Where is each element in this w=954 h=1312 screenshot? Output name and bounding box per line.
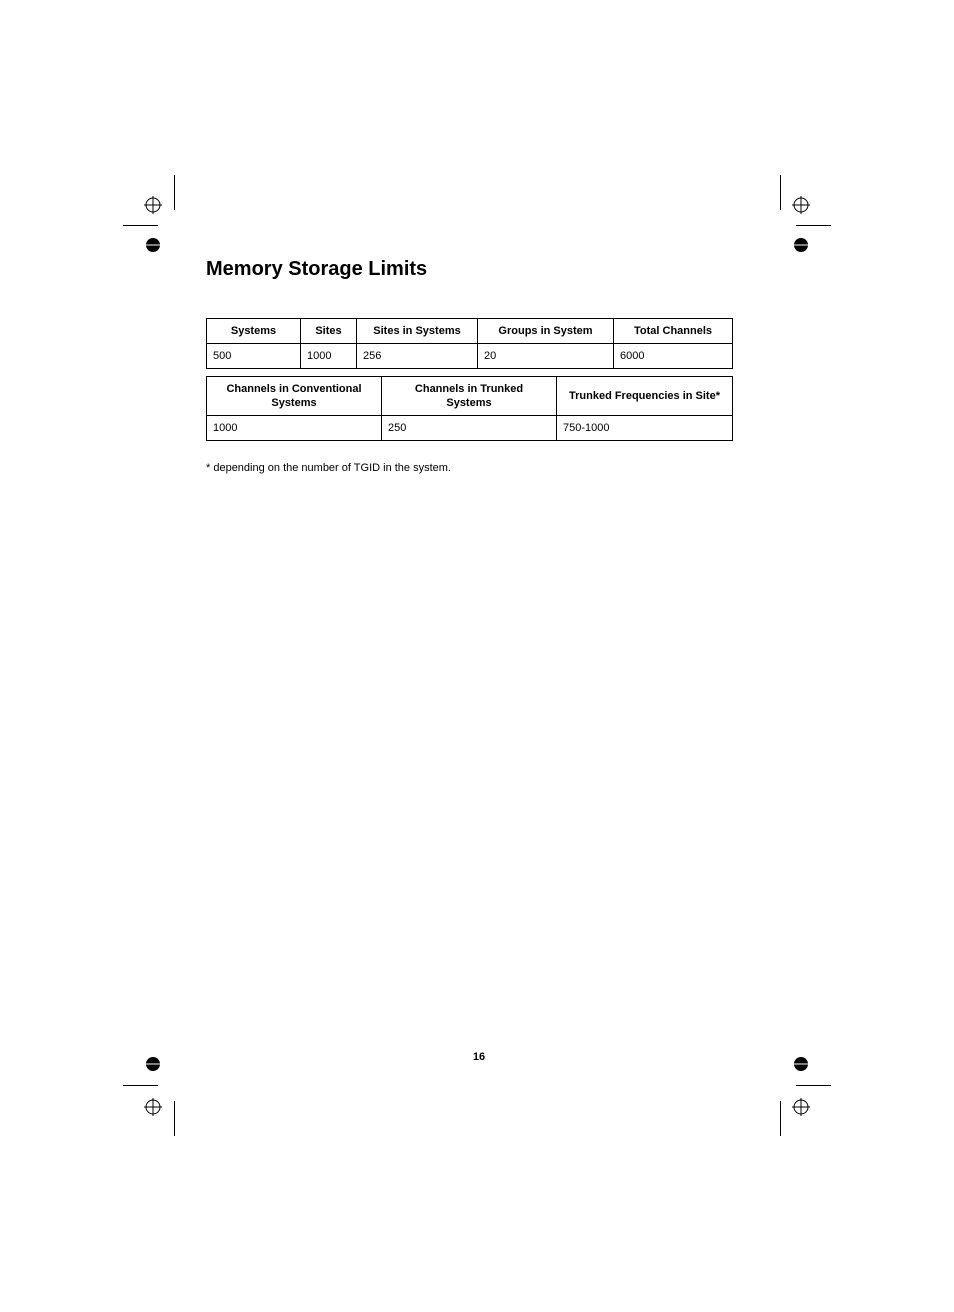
crop-line-top-left-horizontal — [123, 225, 158, 226]
header-line: Trunked Frequencies in Site* — [569, 390, 720, 402]
crop-line-top-left-vertical — [174, 175, 175, 210]
table-header-row — [207, 319, 733, 344]
memory-limits-table-primary — [206, 318, 733, 369]
header-channels-in-conventional-systems — [207, 377, 382, 416]
table-header-row — [207, 377, 733, 416]
registration-mark-bottom-left-icon — [144, 1098, 162, 1116]
registration-mark-top-left-icon — [144, 196, 162, 214]
header-line: Systems — [271, 397, 317, 409]
header-sites-in-systems: Sites in Systems — [357, 319, 478, 344]
value-trunked-frequencies-in-site: 750-1000 — [557, 416, 733, 441]
table-row — [207, 344, 733, 369]
header-trunked-frequencies-in-site — [557, 377, 733, 416]
crop-line-top-right-horizontal — [796, 225, 831, 226]
header-line: Systems — [446, 397, 492, 409]
registration-mark-top-right-icon — [792, 196, 810, 214]
header-total-channels: Total Channels — [614, 319, 733, 344]
value-total-channels: 6000 — [614, 344, 733, 369]
value-sites: 1000 — [301, 344, 357, 369]
header-sites: Sites — [301, 319, 357, 344]
value-sites-in-systems: 256 — [357, 344, 478, 369]
footnote: * depending on the number of TGID in the system. — [206, 462, 451, 474]
bullet-mark-top-right-icon — [794, 238, 808, 252]
value-groups-in-system: 20 — [478, 344, 614, 369]
header-channels-in-trunked-systems — [382, 377, 557, 416]
crop-line-bottom-left-vertical — [174, 1101, 175, 1136]
crop-line-bottom-left-horizontal — [123, 1085, 158, 1086]
crop-line-top-right-vertical — [780, 175, 781, 210]
registration-mark-bottom-right-icon — [792, 1098, 810, 1116]
value-channels-in-trunked-systems: 250 — [382, 416, 557, 441]
table-row — [207, 416, 733, 441]
value-channels-in-conventional-systems: 1000 — [207, 416, 382, 441]
header-line: Channels in Conventional — [226, 383, 362, 395]
page-number: 16 — [472, 1051, 486, 1063]
header-line: Channels in Trunked — [414, 383, 524, 395]
bullet-mark-top-left-icon — [146, 238, 160, 252]
page-title: Memory Storage Limits — [206, 258, 428, 280]
crop-line-bottom-right-horizontal — [796, 1085, 831, 1086]
header-groups-in-system: Groups in System — [478, 319, 614, 344]
crop-line-bottom-right-vertical — [780, 1101, 781, 1136]
header-systems: Systems — [207, 319, 301, 344]
memory-limits-table-secondary — [206, 376, 733, 441]
value-systems: 500 — [207, 344, 301, 369]
